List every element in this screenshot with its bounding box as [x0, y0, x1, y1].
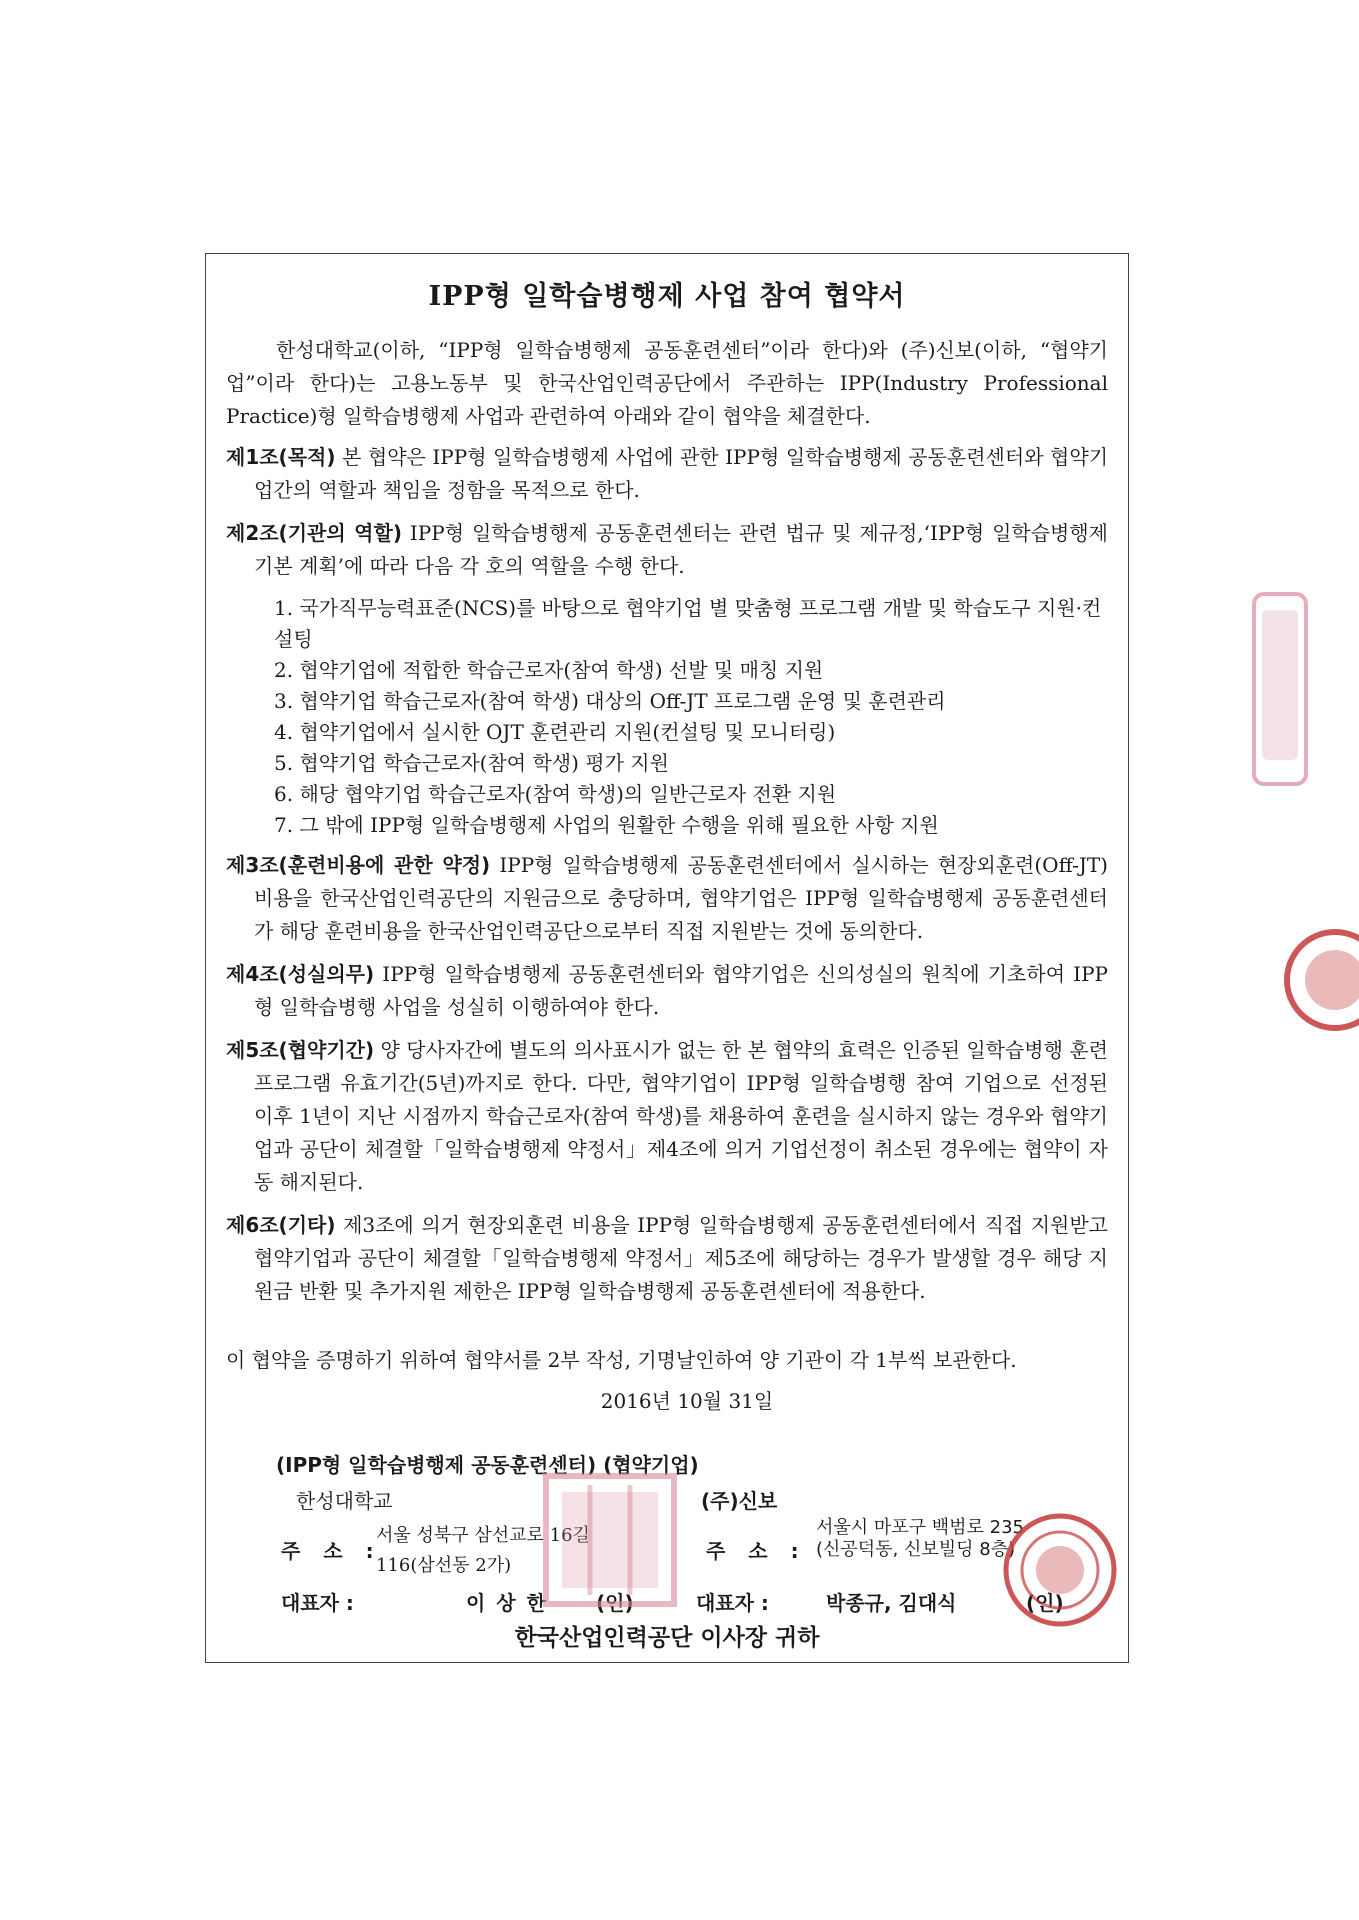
agreement-date: 2016년 10월 31일 [600, 1389, 774, 1413]
article-2-list [226, 593, 1108, 841]
left-org-name: 한성대학교 [296, 1489, 393, 1513]
document-body [226, 334, 1108, 1418]
list-item: 5. 협약기업 학습근로자(참여 학생) 평가 지원 [274, 751, 669, 775]
article-3-text: IPP형 일학습병행제 공동훈련센터에서 실시하는 현장외훈련(Off-JT) 비용을 한국산업인력공단의 지원금으로 충당하며, 협약기업은 IPP형 일학습병행제 공동훈련센터가 해당 훈련비용을 한국산업인력공단으로부터 직접 지원받는 것에 동의한다. [254, 853, 1108, 943]
edge-round-stamp-icon [1280, 925, 1359, 1035]
article-1-heading: 제1조(목적) [226, 445, 336, 469]
agreement-frame [205, 253, 1129, 1663]
article-3-heading: 제3조(훈련비용에 관한 약정) [226, 853, 491, 877]
list-item: 2. 협약기업에 적합한 학습근로자(참여 학생) 선발 및 매칭 지원 [274, 658, 824, 682]
article-4-heading: 제4조(성실의무) [226, 962, 375, 986]
list-item: 1. 국가직무능력표준(NCS)를 바탕으로 협약기업 별 맞춤형 프로그램 개발 및 학습도구 지원·컨설팅 [274, 596, 1102, 651]
right-address-line-2: (신공덕동, 신보빌딩 8층) [816, 1539, 1016, 1560]
side-seal-stamp-icon [1250, 590, 1310, 790]
left-address-label: 주 소 : [281, 1539, 382, 1563]
left-address-line-1: 서울 성북구 삼선교로 16길 [376, 1525, 590, 1546]
list-item: 4. 협약기업에서 실시한 OJT 훈련관리 지원(컨설팅 및 모니터링) [274, 720, 836, 744]
article-4 [226, 958, 1108, 1024]
intro-paragraph: 한성대학교(이하, “IPP형 일학습병행제 공동훈련센터”이라 한다)와 (주)신보(이하, “협약기업”이라 한다)는 고용노동부 및 한국산업인력공단에서 주관하는 IPP(Industry Professional Practice)형 일학습병행제 사업과 관련하여 아래와 같이 협약을 체결한다. [226, 338, 1108, 428]
right-address-line-1: 서울시 마포구 백범로 235 [816, 1517, 1025, 1538]
list-item: 6. 해당 협약기업 학습근로자(참여 학생)의 일반근로자 전환 지원 [274, 782, 837, 806]
right-address [816, 1517, 1024, 1561]
left-address-line-2: 116(삼선동 2가) [376, 1555, 512, 1576]
article-1 [226, 441, 1108, 507]
left-representative: 이 상 한 [466, 1591, 548, 1615]
right-rep-label: 대표자 : [696, 1591, 769, 1615]
document-title: IPP형 일학습병행제 사업 참여 협약서 [428, 281, 906, 312]
list-item: 3. 협약기업 학습근로자(참여 학생) 대상의 Off-JT 프로그램 운영 및 훈련관리 [274, 689, 946, 713]
signature-header: (IPP형 일학습병행제 공동훈련센터) (협약기업) [276, 1453, 699, 1477]
left-rep-label: 대표자 : [281, 1591, 354, 1615]
right-org-name: (주)신보 [701, 1489, 778, 1513]
right-representative: 박종규, 김대식 [826, 1591, 957, 1615]
article-4-text: IPP형 일학습병행제 공동훈련센터와 협약기업은 신의성실의 원칙에 기초하여 IPP형 일학습병행 사업을 성실히 이행하여야 한다. [254, 962, 1108, 1019]
company-round-seal-icon [1000, 1510, 1120, 1630]
article-5-text: 양 당사자간에 별도의 의사표시가 없는 한 본 협약의 효력은 인증된 일학습병행 훈련프로그램 유효기간(5년)까지로 한다. 다만, 협약기업이 IPP형 일학습병행 참여 기업으로 선정된 이후 1년이 지난 시점까지 학습근로자(참여 학생)를 채용하여 훈련을 실시하지 않는 경우와 협약기업과 공단이 체결할「일학습병행제 약정서」제4조에 의거 기업선정이 취소된 경우에는 협약이 자동 해지된다. [254, 1038, 1109, 1194]
article-5 [226, 1034, 1108, 1199]
article-2-heading: 제2조(기관의 역할) [226, 521, 402, 545]
article-6 [226, 1209, 1108, 1308]
right-address-label: 주 소 : [706, 1539, 807, 1563]
list-item: 7. 그 밖에 IPP형 일학습병행제 사업의 원활한 수행을 위해 필요한 사항 지원 [274, 813, 939, 837]
article-2-text: IPP형 일학습병행제 공동훈련센터는 관련 법규 및 제규정,‘IPP형 일학습병행제 기본 계획’에 따라 다음 각 호의 역할을 수행 한다. [254, 521, 1108, 578]
center-square-seal-icon [540, 1470, 680, 1610]
right-seal-mark: (인) [1026, 1591, 1064, 1615]
article-3 [226, 849, 1108, 948]
closing-paragraph: 이 협약을 증명하기 위하여 협약서를 2부 작성, 기명날인하여 양 기관이 각 1부씩 보관한다. [226, 1348, 1017, 1372]
article-6-heading: 제6조(기타) [226, 1213, 336, 1237]
article-6-text: 제3조에 의거 현장외훈련 비용을 IPP형 일학습병행제 공동훈련센터에서 직접 지원받고 협약기업과 공단이 체결할「일학습병행제 약정서」제5조에 해당하는 경우가 발생할 경우 해당 지원금 반환 및 추가지원 제한은 IPP형 일학습병행제 공동훈련센터에 적용한다. [254, 1213, 1109, 1303]
article-5-heading: 제5조(협약기간) [226, 1038, 375, 1062]
addressee-line: 한국산업인력공단 이사장 귀하 [514, 1625, 820, 1651]
left-seal-mark: (인) [596, 1591, 634, 1615]
article-2 [226, 517, 1108, 583]
article-1-text: 본 협약은 IPP형 일학습병행제 사업에 관한 IPP형 일학습병행제 공동훈련센터와 협약기업간의 역할과 책임을 정함을 목적으로 한다. [254, 445, 1109, 502]
